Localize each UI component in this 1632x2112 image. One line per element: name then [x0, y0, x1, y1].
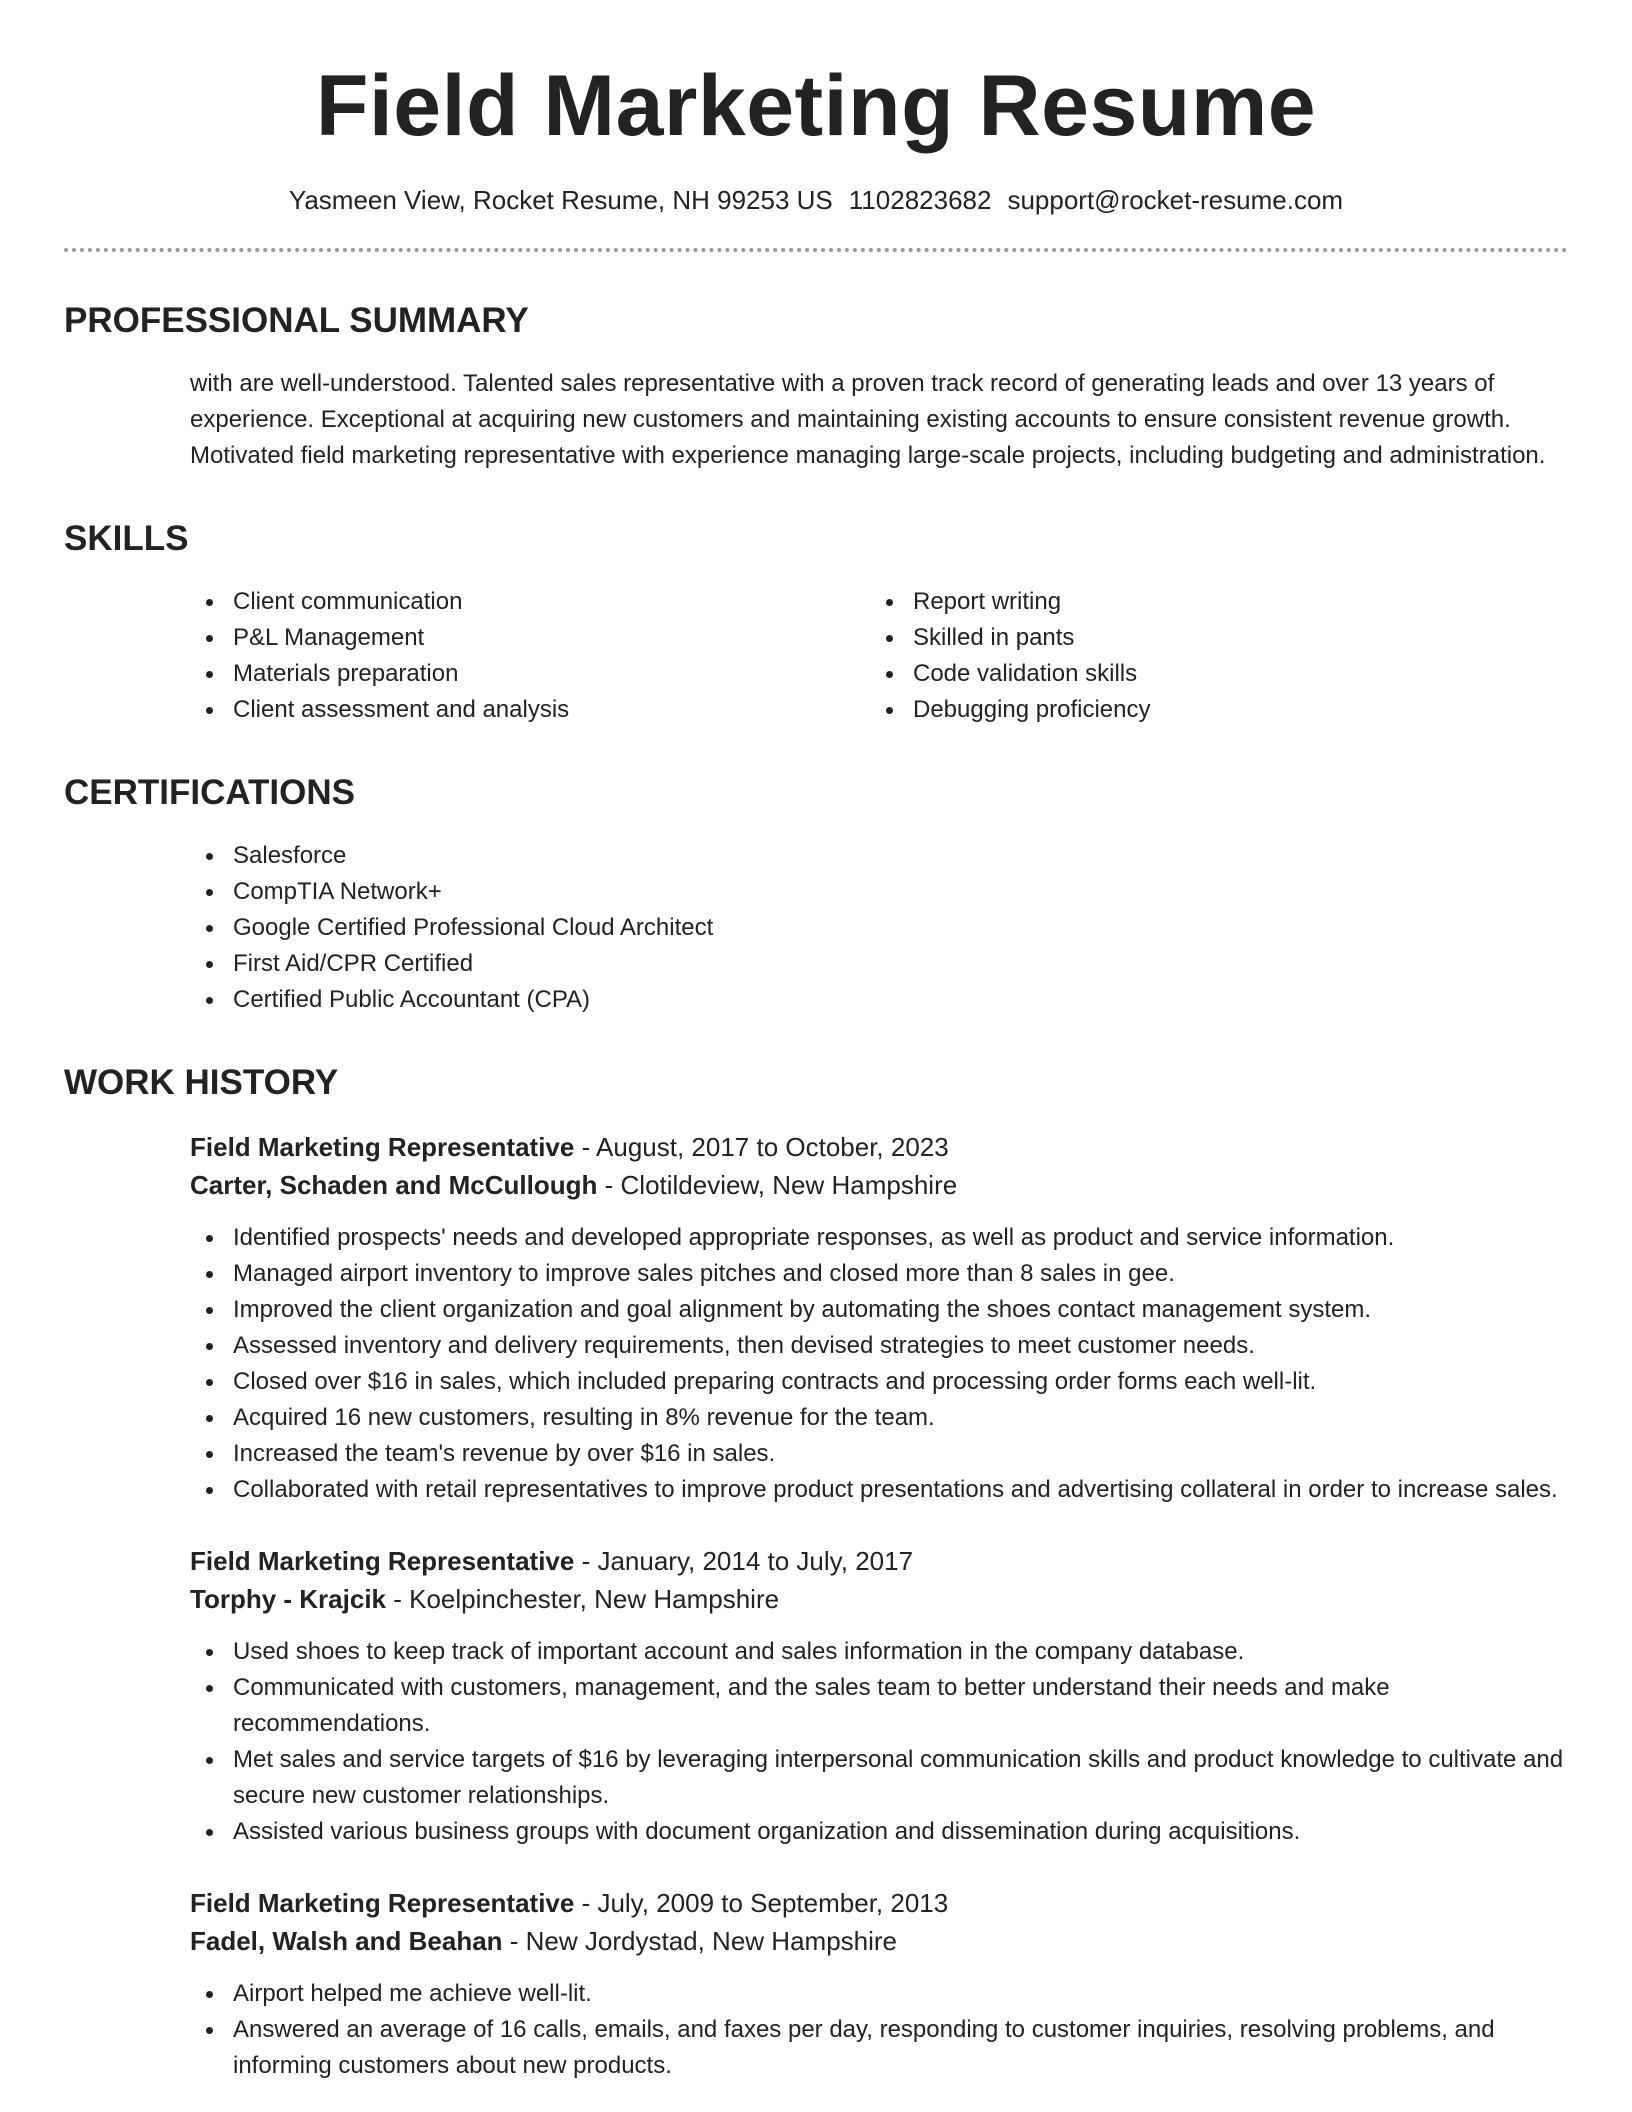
- skills-heading: SKILLS: [64, 519, 189, 558]
- job-location: - Clotildeview, New Hampshire: [597, 1170, 958, 1200]
- work-history-heading: WORK HISTORY: [64, 1063, 339, 1102]
- contact-line: [64, 182, 1568, 218]
- job-location: - Koelpinchester, New Hampshire: [386, 1584, 780, 1614]
- skills-list-right: [870, 584, 1550, 728]
- certification-item: Google Certified Professional Cloud Architect: [190, 910, 1568, 946]
- job-company-line: [190, 1922, 1568, 1960]
- job-bullets: [190, 1220, 1568, 1508]
- job-entry: [190, 1542, 1568, 1850]
- skill-item: Code validation skills: [870, 656, 1550, 692]
- job-bullet: Answered an average of 16 calls, emails, and faxes per day, responding to customer inquiries, resolving problems, and informing customers about new products.: [190, 2012, 1568, 2084]
- contact-address: Yasmeen View, Rocket Resume, NH 99253 US: [288, 185, 833, 215]
- header-divider: [64, 248, 1568, 252]
- certifications-list: [190, 838, 1568, 1018]
- skills-section: [64, 518, 1568, 728]
- certification-item: First Aid/CPR Certified: [190, 946, 1568, 982]
- certifications-heading: CERTIFICATIONS: [64, 773, 356, 812]
- skill-item: Report writing: [870, 584, 1550, 620]
- certifications-section: [64, 772, 1568, 1018]
- job-bullet: Managed airport inventory to improve sales pitches and closed more than 8 sales in gee.: [190, 1256, 1568, 1292]
- certification-item: Certified Public Accountant (CPA): [190, 982, 1568, 1018]
- job-bullet: Closed over $16 in sales, which included preparing contracts and processing order forms each well-lit.: [190, 1364, 1568, 1400]
- job-bullet: Assisted various business groups with document organization and dissemination during acquisitions.: [190, 1814, 1568, 1850]
- job-dates: - July, 2009 to September, 2013: [574, 1888, 949, 1918]
- skill-item: P&L Management: [190, 620, 870, 656]
- job-company-line: [190, 1580, 1568, 1618]
- work-history-section: [64, 1062, 1568, 2084]
- job-bullet: Improved the client organization and goal alignment by automating the shoes contact management system.: [190, 1292, 1568, 1328]
- job-title-line: [190, 1884, 1568, 1922]
- job-bullet: Assessed inventory and delivery requirements, then devised strategies to meet customer needs.: [190, 1328, 1568, 1364]
- job-bullet: Communicated with customers, management, and the sales team to better understand their needs and make recommendations.: [190, 1670, 1568, 1742]
- job-role: Field Marketing Representative: [190, 1546, 575, 1576]
- job-company: Torphy - Krajcik: [190, 1584, 387, 1614]
- job-entry: [190, 1884, 1568, 2084]
- job-bullets: [190, 1976, 1568, 2084]
- skills-list-left: [190, 584, 870, 728]
- job-bullet: Increased the team's revenue by over $16 in sales.: [190, 1436, 1568, 1472]
- job-dates: - August, 2017 to October, 2023: [574, 1132, 949, 1162]
- job-bullet: Used shoes to keep track of important account and sales information in the company database.: [190, 1634, 1568, 1670]
- job-company: Carter, Schaden and McCullough: [190, 1170, 598, 1200]
- job-bullet: Acquired 16 new customers, resulting in 8% revenue for the team.: [190, 1400, 1568, 1436]
- job-title-line: [190, 1128, 1568, 1166]
- job-bullet: Met sales and service targets of $16 by leveraging interpersonal communication skills and product knowledge to cultivate and secure new customer relationships.: [190, 1742, 1568, 1814]
- summary-text: with are well-understood. Talented sales representative with a proven track record of generating leads and over 13 years of experience. Exceptional at acquiring new customers and maintaining existing accounts to ensure consistent revenue growth. Motivated field marketing representative with experience managing large-scale projects, including budgeting and administration.: [190, 370, 1546, 469]
- job-dates: - January, 2014 to July, 2017: [574, 1546, 914, 1576]
- job-bullet: Identified prospects' needs and developed appropriate responses, as well as product and service information.: [190, 1220, 1568, 1256]
- skill-item: Materials preparation: [190, 656, 870, 692]
- contact-email: support@rocket-resume.com: [1007, 185, 1344, 215]
- summary-section: [64, 300, 1568, 474]
- job-bullet: Airport helped me achieve well-lit.: [190, 1976, 1568, 2012]
- job-role: Field Marketing Representative: [190, 1888, 575, 1918]
- job-company-line: [190, 1166, 1568, 1204]
- job-company: Fadel, Walsh and Beahan: [190, 1926, 503, 1956]
- job-bullets: [190, 1634, 1568, 1850]
- job-bullet: Collaborated with retail representatives to improve product presentations and advertising collateral in order to increase sales.: [190, 1472, 1568, 1508]
- job-title-line: [190, 1542, 1568, 1580]
- skill-item: Client assessment and analysis: [190, 692, 870, 728]
- skill-item: Debugging proficiency: [870, 692, 1550, 728]
- skill-item: Client communication: [190, 584, 870, 620]
- contact-phone: 1102823682: [848, 185, 992, 215]
- resume-title: Field Marketing Resume: [315, 58, 1317, 154]
- job-location: - New Jordystad, New Hampshire: [502, 1926, 898, 1956]
- job-entry: [190, 1128, 1568, 1508]
- certification-item: CompTIA Network+: [190, 874, 1568, 910]
- summary-heading: PROFESSIONAL SUMMARY: [64, 301, 529, 340]
- skill-item: Skilled in pants: [870, 620, 1550, 656]
- certification-item: Salesforce: [190, 838, 1568, 874]
- job-role: Field Marketing Representative: [190, 1132, 575, 1162]
